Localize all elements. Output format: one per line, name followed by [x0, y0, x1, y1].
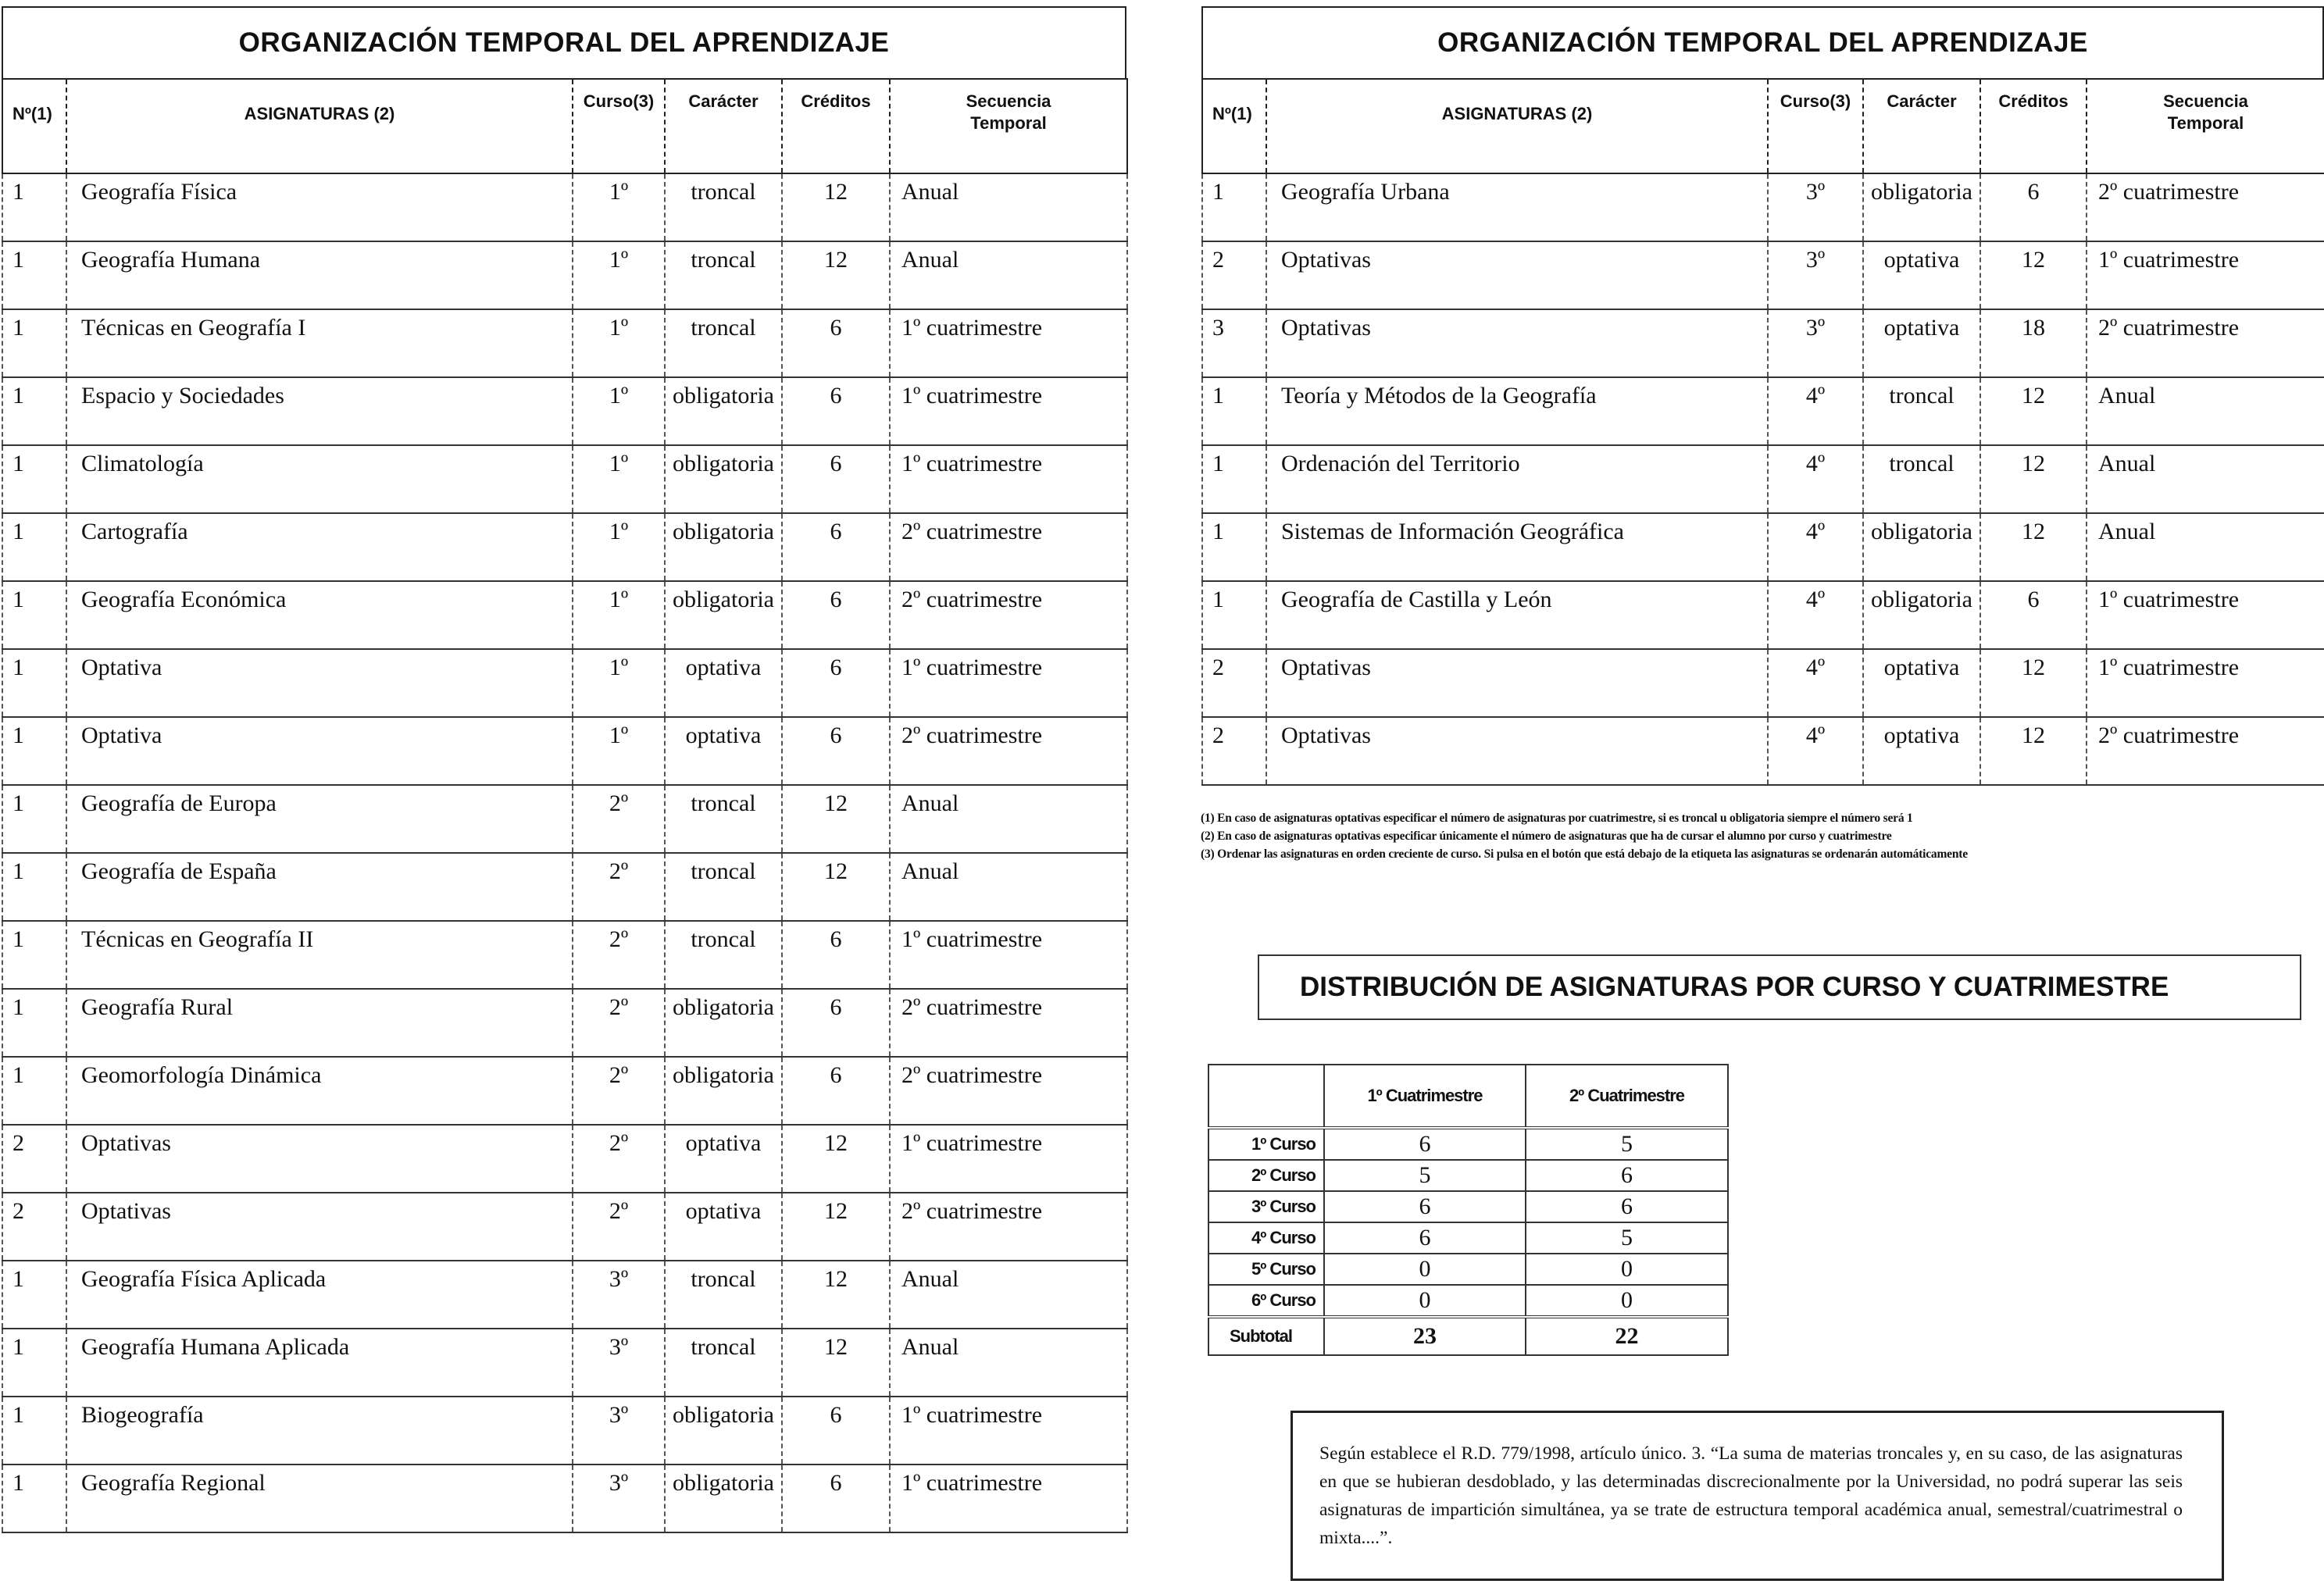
footnotes [1201, 809, 2294, 863]
subject-character: obligatoria [665, 445, 782, 513]
course-year: 1º [573, 717, 665, 785]
credits-value: 6 [782, 717, 890, 785]
distribution-row [1208, 1191, 1728, 1222]
subtotal-row [1208, 1317, 1728, 1355]
table-row [2, 241, 1127, 309]
row-number: 1 [2, 309, 66, 377]
subject-character: obligatoria [665, 377, 782, 445]
subject-name: Geografía de Europa [66, 785, 573, 853]
table-row [2, 445, 1127, 513]
table-row [1202, 445, 2324, 513]
subject-name: Optativas [1266, 717, 1768, 785]
credits-value: 6 [782, 309, 890, 377]
table-row [2, 1397, 1127, 1464]
header-character: Carácter [665, 79, 782, 173]
row-number: 2 [1202, 649, 1266, 717]
temporal-sequence: Anual [890, 785, 1127, 853]
subtotal-first-term: 23 [1324, 1317, 1526, 1355]
course-year: 2º [573, 785, 665, 853]
table-row [2, 1329, 1127, 1397]
row-number: 1 [2, 1329, 66, 1397]
subject-name: Biogeografía [66, 1397, 573, 1464]
row-number: 1 [2, 1464, 66, 1532]
row-number: 1 [1202, 513, 1266, 581]
distribution-row [1208, 1160, 1728, 1191]
credits-value: 12 [1980, 445, 2087, 513]
course-year: 2º [573, 1057, 665, 1125]
temporal-sequence: 2º cuatrimestre [890, 989, 1127, 1057]
temporal-sequence: Anual [890, 173, 1127, 241]
table-header-row [2, 79, 1127, 173]
row-number: 3 [1202, 309, 1266, 377]
distribution-row [1208, 1222, 1728, 1254]
credits-value: 6 [782, 921, 890, 989]
temporal-sequence: 1º cuatrimestre [890, 377, 1127, 445]
course-year: 4º [1768, 377, 1863, 445]
course-year: 1º [573, 377, 665, 445]
subject-character: optativa [665, 649, 782, 717]
row-number: 1 [2, 717, 66, 785]
subject-name: Geografía de Castilla y León [1266, 581, 1768, 649]
table-row [2, 989, 1127, 1057]
distribution-corner [1208, 1065, 1324, 1128]
subject-name: Geografía Humana Aplicada [66, 1329, 573, 1397]
first-term-count: 6 [1324, 1128, 1526, 1160]
header-first-term: 1º Cuatrimestre [1324, 1065, 1526, 1128]
table-row [2, 309, 1127, 377]
header-character: Carácter [1863, 79, 1980, 173]
credits-value: 12 [1980, 513, 2087, 581]
subject-character: obligatoria [665, 989, 782, 1057]
course-year: 4º [1768, 513, 1863, 581]
footnote-1: (1) En caso de asignaturas optativas especificar el número de asignaturas por cuatrimestre, si es troncal u obligatoria siempre el número será 1 [1201, 812, 1913, 825]
course-year: 2º [573, 1193, 665, 1261]
header-num: Nº(1) [2, 79, 66, 173]
subject-name: Optativas [1266, 649, 1768, 717]
temporal-sequence: 2º cuatrimestre [890, 513, 1127, 581]
subject-name: Geografía Económica [66, 581, 573, 649]
course-year: 3º [573, 1329, 665, 1397]
subject-character: obligatoria [1863, 173, 1980, 241]
credits-value: 12 [1980, 377, 2087, 445]
table-row [1202, 173, 2324, 241]
credits-value: 6 [782, 513, 890, 581]
second-term-count: 6 [1526, 1160, 1728, 1191]
course-year: 2º [573, 921, 665, 989]
table-row [2, 649, 1127, 717]
credits-value: 6 [782, 1464, 890, 1532]
subject-character: obligatoria [665, 1397, 782, 1464]
footnote-2: (2) En caso de asignaturas optativas especificar únicamente el número de asignaturas que ha de cursar el alumno por curso y cuatrimestre [1201, 829, 1892, 843]
first-term-count: 5 [1324, 1160, 1526, 1191]
second-term-count: 0 [1526, 1285, 1728, 1317]
subject-character: obligatoria [665, 581, 782, 649]
temporal-sequence: 2º cuatrimestre [890, 581, 1127, 649]
header-subject: ASIGNATURAS (2) [66, 79, 573, 173]
row-number: 1 [1202, 173, 1266, 241]
temporal-sequence: 1º cuatrimestre [890, 1464, 1127, 1532]
course-year: 1º [573, 445, 665, 513]
subject-name: Geografía Física Aplicada [66, 1261, 573, 1329]
left-subjects-panel [2, 6, 1126, 1518]
credits-value: 6 [782, 581, 890, 649]
subject-character: troncal [665, 1261, 782, 1329]
subject-character: obligatoria [1863, 513, 1980, 581]
first-term-count: 0 [1324, 1254, 1526, 1285]
row-number: 1 [2, 921, 66, 989]
credits-value: 12 [782, 1261, 890, 1329]
table-row [1202, 649, 2324, 717]
course-year: 4º [1768, 649, 1863, 717]
distribution-table [1208, 1064, 1729, 1356]
subject-character: optativa [1863, 309, 1980, 377]
row-number: 2 [2, 1125, 66, 1193]
course-year: 3º [1768, 241, 1863, 309]
subject-name: Geografía Urbana [1266, 173, 1768, 241]
right-panel-title: ORGANIZACIÓN TEMPORAL DEL APRENDIZAJE [1201, 6, 2324, 78]
credits-value: 6 [782, 989, 890, 1057]
subject-name: Optativa [66, 649, 573, 717]
row-number: 1 [1202, 445, 1266, 513]
course-year: 4º [1768, 717, 1863, 785]
credits-value: 6 [1980, 173, 2087, 241]
credits-value: 6 [782, 1057, 890, 1125]
table-row [2, 377, 1127, 445]
subject-name: Geografía Humana [66, 241, 573, 309]
course-year: 3º [573, 1261, 665, 1329]
table-row [2, 173, 1127, 241]
course-label: 2º Curso [1208, 1160, 1324, 1191]
temporal-sequence: 1º cuatrimestre [2087, 649, 2324, 717]
row-number: 1 [2, 649, 66, 717]
subject-name: Geografía Física [66, 173, 573, 241]
subject-character: optativa [1863, 717, 1980, 785]
subtotal-label: Subtotal [1208, 1317, 1324, 1355]
header-credits: Créditos [782, 79, 890, 173]
temporal-sequence: Anual [2087, 377, 2324, 445]
subject-character: optativa [1863, 241, 1980, 309]
subject-name: Técnicas en Geografía I [66, 309, 573, 377]
credits-value: 12 [1980, 649, 2087, 717]
table-row [2, 921, 1127, 989]
table-row [1202, 309, 2324, 377]
temporal-sequence: 2º cuatrimestre [2087, 173, 2324, 241]
credits-value: 6 [782, 377, 890, 445]
first-term-count: 0 [1324, 1285, 1526, 1317]
header-credits: Créditos [1980, 79, 2087, 173]
subtotal-second-term: 22 [1526, 1317, 1728, 1355]
left-panel-title: ORGANIZACIÓN TEMPORAL DEL APRENDIZAJE [2, 6, 1126, 78]
course-label: 4º Curso [1208, 1222, 1324, 1254]
credits-value: 6 [1980, 581, 2087, 649]
credits-value: 12 [782, 173, 890, 241]
row-number: 1 [1202, 581, 1266, 649]
distribution-title: DISTRIBUCIÓN DE ASIGNATURAS POR CURSO Y CUATRIMESTRE [1258, 954, 2301, 1020]
header-sequence: Secuencia Temporal [2087, 79, 2324, 173]
row-number: 1 [2, 785, 66, 853]
subject-name: Teoría y Métodos de la Geografía [1266, 377, 1768, 445]
course-year: 2º [573, 853, 665, 921]
distribution-row [1208, 1254, 1728, 1285]
table-row [2, 1261, 1127, 1329]
row-number: 2 [1202, 241, 1266, 309]
second-term-count: 6 [1526, 1191, 1728, 1222]
temporal-sequence: 1º cuatrimestre [890, 309, 1127, 377]
subject-character: troncal [665, 1329, 782, 1397]
course-year: 2º [573, 1125, 665, 1193]
header-second-term: 2º Cuatrimestre [1526, 1065, 1728, 1128]
course-year: 4º [1768, 581, 1863, 649]
subject-character: optativa [1863, 649, 1980, 717]
temporal-sequence: 1º cuatrimestre [2087, 581, 2324, 649]
row-number: 2 [1202, 717, 1266, 785]
credits-value: 12 [782, 1329, 890, 1397]
subject-name: Optativa [66, 717, 573, 785]
row-number: 1 [1202, 377, 1266, 445]
subject-name: Ordenación del Territorio [1266, 445, 1768, 513]
header-num: Nº(1) [1202, 79, 1266, 173]
subject-character: troncal [1863, 445, 1980, 513]
credits-value: 12 [782, 1125, 890, 1193]
subject-character: troncal [665, 853, 782, 921]
subject-name: Geografía Rural [66, 989, 573, 1057]
credits-value: 6 [782, 445, 890, 513]
subject-name: Técnicas en Geografía II [66, 921, 573, 989]
course-label: 3º Curso [1208, 1191, 1324, 1222]
temporal-sequence: 2º cuatrimestre [890, 1193, 1127, 1261]
course-year: 3º [1768, 173, 1863, 241]
row-number: 1 [2, 173, 66, 241]
row-number: 1 [2, 1057, 66, 1125]
credits-value: 12 [782, 853, 890, 921]
temporal-sequence: Anual [2087, 445, 2324, 513]
row-number: 1 [2, 853, 66, 921]
distribution-header-row [1208, 1065, 1728, 1128]
second-term-count: 5 [1526, 1222, 1728, 1254]
temporal-sequence: Anual [890, 241, 1127, 309]
subject-name: Optativas [66, 1193, 573, 1261]
subject-character: obligatoria [1863, 581, 1980, 649]
subject-character: troncal [665, 921, 782, 989]
subject-name: Geografía de España [66, 853, 573, 921]
temporal-sequence: 2º cuatrimestre [2087, 717, 2324, 785]
table-row [2, 581, 1127, 649]
course-year: 1º [573, 309, 665, 377]
temporal-sequence: Anual [890, 1329, 1127, 1397]
second-term-count: 0 [1526, 1254, 1728, 1285]
table-row [1202, 581, 2324, 649]
distribution-row [1208, 1128, 1728, 1160]
table-row [1202, 241, 2324, 309]
course-label: 6º Curso [1208, 1285, 1324, 1317]
subject-character: optativa [665, 717, 782, 785]
temporal-sequence: Anual [890, 853, 1127, 921]
subject-character: troncal [665, 309, 782, 377]
temporal-sequence: Anual [890, 1261, 1127, 1329]
subject-character: optativa [665, 1125, 782, 1193]
subject-character: obligatoria [665, 1464, 782, 1532]
temporal-sequence: 1º cuatrimestre [890, 1397, 1127, 1464]
temporal-sequence: 1º cuatrimestre [890, 649, 1127, 717]
course-year: 2º [573, 989, 665, 1057]
table-row [1202, 513, 2324, 581]
subject-name: Optativas [66, 1125, 573, 1193]
table-row [2, 1057, 1127, 1125]
first-term-count: 6 [1324, 1222, 1526, 1254]
subject-name: Optativas [1266, 309, 1768, 377]
table-row [2, 1193, 1127, 1261]
subject-character: troncal [1863, 377, 1980, 445]
row-number: 2 [2, 1193, 66, 1261]
subject-character: troncal [665, 241, 782, 309]
distribution-row [1208, 1285, 1728, 1317]
temporal-sequence: 1º cuatrimestre [2087, 241, 2324, 309]
credits-value: 12 [1980, 241, 2087, 309]
subject-character: optativa [665, 1193, 782, 1261]
header-course: Curso(3) [1768, 79, 1863, 173]
course-year: 3º [573, 1397, 665, 1464]
subject-character: obligatoria [665, 1057, 782, 1125]
credits-value: 12 [1980, 717, 2087, 785]
temporal-sequence: 1º cuatrimestre [890, 445, 1127, 513]
subject-character: troncal [665, 173, 782, 241]
legal-quote-box: Según establece el R.D. 779/1998, artículo único. 3. “La suma de materias troncales y, en su caso, de las asignaturas en que se hubieran desdoblado, y las determinadas discrecionalmente por la Universidad, no podrá superar las seis asignaturas de impartición simultánea, ya se trate de estructura temporal académica anual, semestral/cuatrimestral o mixta....”. [1291, 1411, 2224, 1581]
row-number: 1 [2, 1261, 66, 1329]
temporal-sequence: 1º cuatrimestre [890, 921, 1127, 989]
subject-name: Geomorfología Dinámica [66, 1057, 573, 1125]
table-row [2, 1464, 1127, 1532]
first-term-count: 6 [1324, 1191, 1526, 1222]
right-subjects-table [1201, 78, 2324, 786]
footnote-3: (3) Ordenar las asignaturas en orden creciente de curso. Si pulsa en el botón que está debajo de la etiqueta las asignaturas se ordenarán automáticamente [1201, 847, 1968, 861]
header-sequence: Secuencia Temporal [890, 79, 1127, 173]
credits-value: 18 [1980, 309, 2087, 377]
subject-character: obligatoria [665, 513, 782, 581]
row-number: 1 [2, 377, 66, 445]
temporal-sequence: 2º cuatrimestre [890, 1057, 1127, 1125]
course-year: 3º [573, 1464, 665, 1532]
subject-name: Cartografía [66, 513, 573, 581]
course-year: 4º [1768, 445, 1863, 513]
course-year: 3º [1768, 309, 1863, 377]
subject-name: Geografía Regional [66, 1464, 573, 1532]
credits-value: 12 [782, 785, 890, 853]
table-header-row [1202, 79, 2324, 173]
subject-name: Espacio y Sociedades [66, 377, 573, 445]
course-year: 1º [573, 581, 665, 649]
credits-value: 12 [782, 1193, 890, 1261]
row-number: 1 [2, 513, 66, 581]
temporal-sequence: 1º cuatrimestre [890, 1125, 1127, 1193]
row-number: 1 [2, 1397, 66, 1464]
subject-name: Climatología [66, 445, 573, 513]
course-year: 1º [573, 649, 665, 717]
temporal-sequence: 2º cuatrimestre [2087, 309, 2324, 377]
header-subject: ASIGNATURAS (2) [1266, 79, 1768, 173]
row-number: 1 [2, 445, 66, 513]
course-label: 5º Curso [1208, 1254, 1324, 1285]
table-row [1202, 717, 2324, 785]
table-row [2, 1125, 1127, 1193]
left-subjects-table [2, 78, 1128, 1533]
temporal-sequence: 2º cuatrimestre [890, 717, 1127, 785]
course-year: 1º [573, 173, 665, 241]
row-number: 1 [2, 241, 66, 309]
credits-value: 6 [782, 1397, 890, 1464]
second-term-count: 5 [1526, 1128, 1728, 1160]
credits-value: 12 [782, 241, 890, 309]
row-number: 1 [2, 989, 66, 1057]
row-number: 1 [2, 581, 66, 649]
right-subjects-panel [1201, 6, 2324, 764]
table-row [2, 717, 1127, 785]
course-label: 1º Curso [1208, 1128, 1324, 1160]
table-row [2, 513, 1127, 581]
table-row [2, 785, 1127, 853]
header-course: Curso(3) [573, 79, 665, 173]
credits-value: 6 [782, 649, 890, 717]
subject-name: Sistemas de Información Geográfica [1266, 513, 1768, 581]
course-year: 1º [573, 241, 665, 309]
subject-character: troncal [665, 785, 782, 853]
temporal-sequence: Anual [2087, 513, 2324, 581]
subject-name: Optativas [1266, 241, 1768, 309]
course-year: 1º [573, 513, 665, 581]
table-row [2, 853, 1127, 921]
table-row [1202, 377, 2324, 445]
